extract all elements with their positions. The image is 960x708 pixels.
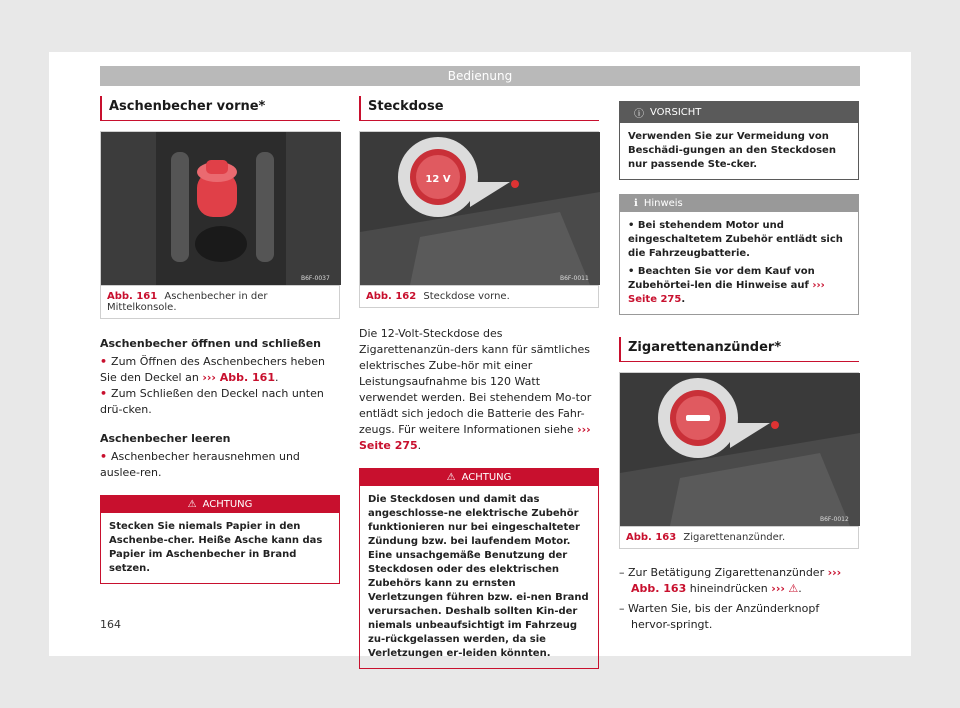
- note-box: [619, 194, 859, 315]
- figure-label: Abb. 163: [626, 532, 677, 543]
- warning-header: ⚠ ACHTUNG: [360, 469, 598, 486]
- info-icon: ℹ: [634, 198, 638, 209]
- header-title: Bedienung: [447, 69, 513, 83]
- ref-link-seite275[interactable]: ››› Seite 275: [628, 280, 825, 305]
- header-bar: [100, 66, 860, 86]
- page-number: 164: [100, 618, 121, 631]
- column-lighter: [619, 101, 859, 633]
- ashtray-photo: [101, 132, 341, 285]
- figure-caption-text: Zigarettenanzünder.: [683, 532, 786, 543]
- subheading-empty: Aschenbecher leeren: [100, 432, 231, 445]
- figure-code: B6F-0012: [820, 516, 849, 523]
- warning-box-ashtray: [100, 495, 340, 584]
- bullet-empty: • Aschenbecher herausnehmen und auslee-ren.: [100, 450, 300, 479]
- figure-163: [619, 372, 859, 549]
- note-header: ℹ Hinweis: [620, 195, 858, 212]
- warning-box-socket: [359, 468, 599, 669]
- warning-triangle-icon: ⚠: [187, 499, 197, 510]
- lighter-photo: [620, 373, 860, 526]
- step-2: – Warten Sie, bis der Anzünderknopf hervor-springt.: [619, 602, 820, 631]
- figure-caption: [101, 285, 339, 318]
- warning-header: ⚠ ACHTUNG: [101, 496, 339, 513]
- bullet-open: • Zum Öffnen des Aschenbechers heben Sie den Deckel an ››› Abb. 161.: [100, 355, 325, 384]
- note-item-1: • Bei stehendem Motor und eingeschaltetem Zubehör entlädt sich die Fahrzeugbatterie.: [628, 220, 843, 259]
- figure-code: B6F-0011: [560, 275, 589, 282]
- figure-label: Abb. 161: [107, 291, 158, 302]
- section-title-socket: Steckdose: [359, 96, 599, 121]
- figure-caption: [620, 526, 858, 548]
- figure-caption-text: Aschenbecher in der Mittelkonsole.: [107, 291, 268, 313]
- figure-caption: [360, 285, 598, 307]
- figure-162: [359, 131, 599, 308]
- figure-161: [100, 131, 340, 319]
- caution-header: ⓘ VORSICHT: [620, 102, 858, 123]
- caution-text: Verwenden Sie zur Vermeidung von Beschädi-gungen an den Steckdosen nur passende Ste-cker.: [628, 131, 836, 170]
- section-title-lighter: Zigarettenanzünder*: [619, 337, 859, 362]
- figure-code: B6F-0037: [301, 275, 330, 282]
- socket-badge: 12 V: [425, 174, 451, 185]
- section-title-ashtray: Aschenbecher vorne*: [100, 96, 340, 121]
- subheading-open-close: Aschenbecher öffnen und schließen: [100, 337, 321, 350]
- warning-text: Die Steckdosen und damit das angeschlosse-ne elektrische Zubehör funktionieren nur bei eingeschalteter Zündung bzw. bei laufendem Motor. Eine unsachgemäße Benutzung der Steckdosen oder des elektrischen Zubehörs kann zu ernsten Verletzungen führen bzw. ei-nen Brand verursachen. Deshalb sollten Kin-der niemals unbeaufsichtigt im Fahrzeug zu-rückgelassen werden, da sie Verletzungen er-leiden könnten.: [368, 494, 589, 659]
- ref-link-abb163[interactable]: ››› Abb. 163: [631, 566, 842, 595]
- note-item-2: • Beachten Sie vor dem Kauf von Zubehörtei-len die Hinweise auf ››› Seite 275.: [628, 266, 825, 305]
- caution-box: [619, 101, 859, 180]
- warning-triangle-icon: ⚠: [446, 472, 456, 483]
- figure-label: Abb. 162: [366, 291, 417, 302]
- info-circle-icon: ⓘ: [634, 109, 644, 120]
- socket-paragraph: Die 12-Volt-Steckdose des Zigarettenanzün-ders kann für sämtliches elektrisches Zube-hör mit einer Leistungsaufnahme bis 120 Watt verwendet werden. Bei stehendem Mo-tor entlädt sich jedoch die Batterie des Fahr-zeugs. Für weitere Informationen siehe ››› Seite 275.: [359, 327, 592, 452]
- warning-triangle-icon: ⚠: [788, 582, 799, 595]
- bullet-close: • Zum Schließen den Deckel nach unten drü-cken.: [100, 387, 324, 416]
- warning-text: Stecken Sie niemals Papier in den Aschenbe-cher. Heiße Asche kann das Papier im Aschenbecher in Brand setzen.: [109, 521, 323, 574]
- socket-photo: [360, 132, 600, 285]
- step-1: – Zur Betätigung Zigarettenanzünder ››› Abb. 163 hineindrücken ››› ⚠.: [619, 566, 842, 595]
- figure-caption-text: Steckdose vorne.: [423, 291, 510, 302]
- ref-link-seite275[interactable]: ››› Seite 275: [359, 423, 591, 452]
- ref-link-abb161[interactable]: ››› Abb. 161: [202, 371, 275, 384]
- column-socket: [359, 96, 599, 669]
- ref-link-warning[interactable]: ›››: [771, 582, 785, 595]
- column-ashtray: [100, 96, 340, 584]
- note-body: [620, 212, 858, 314]
